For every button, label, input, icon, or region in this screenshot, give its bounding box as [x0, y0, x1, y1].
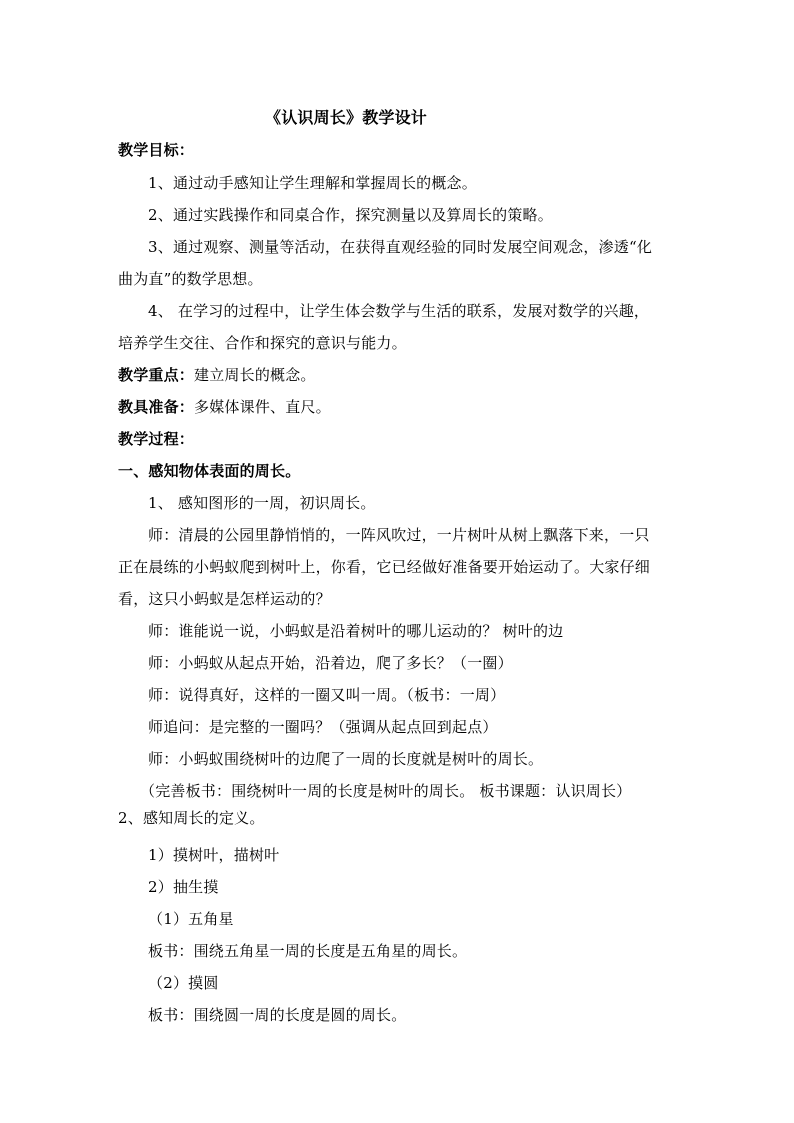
process-heading: 教学过程： [118, 430, 195, 448]
sub-item-2a: （1）五角星 [148, 910, 234, 928]
section-1-heading: 一、感知物体表面的周长。 [118, 462, 301, 480]
dialogue-6: 师：小蚂蚁围绕树叶的边爬了一周的长度就是树叶的周长。 [148, 750, 544, 768]
sub-item-1: 1）摸树叶，描树叶 [148, 846, 280, 864]
dialogue-4: 师：说得真好，这样的一圈又叫一周。（板书：一周） [148, 686, 506, 704]
objective-2: 2、通过实践操作和同桌合作，探究测量以及算周长的策略。 [148, 206, 553, 224]
tools-line [118, 397, 331, 417]
key-point-line [118, 365, 316, 385]
objective-3-line-1: 3、通过观察、测量等活动，在获得直观经验的同时发展空间观念，渗透“化 [148, 238, 653, 256]
sub-item-2: 2）抽生摸 [148, 878, 219, 896]
tools-label: 教具准备： [118, 398, 195, 416]
section-1-item-1: 1、 感知图形的一周，初识周长。 [148, 494, 376, 512]
section-1-item-2: 2、感知周长的定义。 [118, 809, 265, 827]
paragraph-1-line-2: 正在晨练的小蚂蚁爬到树叶上，你看，它已经做好准备要开始运动了。大家仔细 [118, 558, 651, 576]
board-note-star: 板书：围绕五角星一周的长度是五角星的周长。 [148, 942, 468, 960]
key-point-text: 建立周长的概念。 [194, 366, 316, 384]
tools-text: 多媒体课件、直尺。 [194, 398, 331, 416]
dialogue-3: 师：小蚂蚁从起点开始，沿着边，爬了多长？（一圈） [148, 654, 513, 672]
objective-4-line-1: 4、 在学习的过程中，让学生体会数学与生活的联系，发展对数学的兴趣， [148, 302, 650, 320]
objective-1: 1、通过动手感知让学生理解和掌握周长的概念。 [148, 174, 477, 192]
dialogue-5: 师追问：是完整的一圈吗？（强调从起点回到起点） [148, 718, 498, 736]
doc-title: 《认识周长》教学设计 [265, 108, 428, 127]
paragraph-1-line-1: 师：清晨的公园里静悄悄的，一阵风吹过，一片树叶从树上飘落下来，一只 [148, 526, 650, 544]
objectives-heading: 教学目标： [118, 141, 195, 159]
objective-3-line-2: 曲为直”的数学思想。 [118, 270, 263, 288]
board-note-complete: （完善板书：围绕树叶一周的长度是树叶的周长。 板书课题：认识周长） [140, 782, 632, 800]
dialogue-2: 师：谁能说一说，小蚂蚁是沿着树叶的哪儿运动的？ 树叶的边 [148, 622, 564, 640]
objective-4-line-2: 培养学生交往、合作和探究的意识与能力。 [118, 334, 407, 352]
paragraph-1-line-3: 看，这只小蚂蚁是怎样运动的？ [118, 590, 331, 608]
key-point-label: 教学重点： [118, 366, 195, 384]
board-note-circle: 板书：围绕圆一周的长度是圆的周长。 [148, 1006, 407, 1024]
sub-item-2b: （2）摸圆 [148, 974, 219, 992]
